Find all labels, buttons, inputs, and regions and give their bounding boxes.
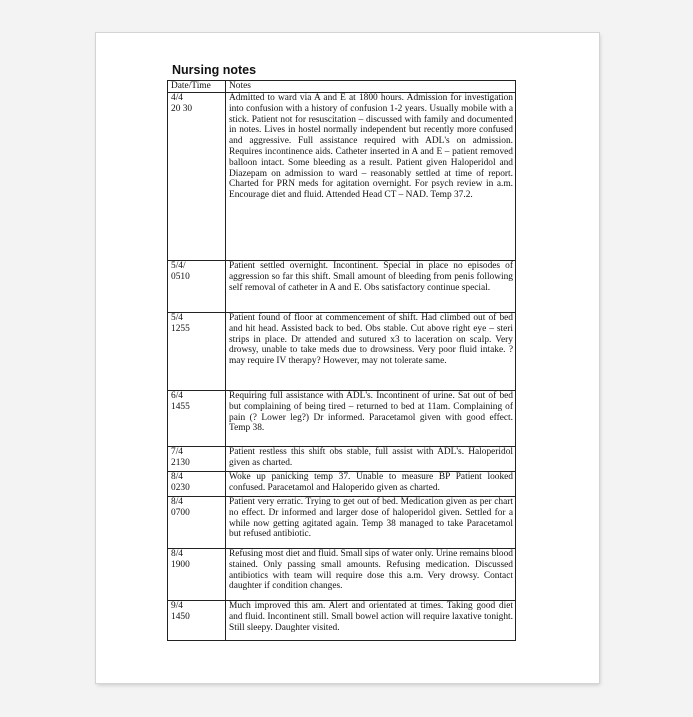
- entry-date: 9/4: [171, 601, 183, 611]
- note-cell: Requiring full assistance with ADL's. Incontinent of urine. Sat out of bed but complaining of being tired – returned to bed at 11am. Complaining of pain (? Lower leg?) Dr informed. Paracetamol given with good effect. Temp 38.: [226, 391, 516, 447]
- datetime-cell: [168, 391, 226, 447]
- nursing-notes-table: [167, 80, 516, 641]
- table-row: [168, 391, 516, 447]
- entry-date: 4/4: [171, 93, 183, 103]
- note-cell: Patient restless this shift obs stable, full assist with ADL's. Haloperidol given as charted.: [226, 447, 516, 472]
- table-row: [168, 497, 516, 549]
- datetime-cell: [168, 93, 226, 261]
- entry-time: 1255: [171, 323, 190, 334]
- datetime-cell: [168, 601, 226, 641]
- datetime-cell: [168, 447, 226, 472]
- note-cell: Much improved this am. Alert and orientated at times. Taking good diet and fluid. Incontinent still. Small bowel action will require laxative tonight. Still sleepy. Daughter visited.: [226, 601, 516, 641]
- entry-time: 20 30: [171, 103, 193, 114]
- note-cell: Patient settled overnight. Incontinent. Special in place no episodes of aggression so far this shift. Small amount of bleeding from penis following self removal of catheter in A and E. Obs satisfactory continue special.: [226, 261, 516, 313]
- note-cell: Woke up panicking temp 37. Unable to measure BP Patient looked confused. Paracetamol and Haloperido given as charted.: [226, 472, 516, 497]
- table-row: [168, 549, 516, 601]
- table-row: [168, 93, 516, 261]
- datetime-cell: [168, 261, 226, 313]
- datetime-cell: [168, 313, 226, 391]
- entry-time: 2130: [171, 457, 190, 468]
- datetime-cell: [168, 549, 226, 601]
- entry-time: 1455: [171, 401, 190, 412]
- entry-time: 0700: [171, 507, 190, 518]
- entry-date: 8/4: [171, 549, 183, 559]
- page-title: Nursing notes: [172, 63, 257, 77]
- entry-time: 0230: [171, 482, 190, 493]
- datetime-cell: [168, 497, 226, 549]
- note-cell: Patient very erratic. Trying to get out of bed. Medication given as per chart no effect. Dr informed and larger dose of haloperidol given. Settled for a while now getting agitated again. Temp 38 managed to take Paracetamol but refused antibiotic.: [226, 497, 516, 549]
- entry-time: 0510: [171, 271, 190, 282]
- column-header-datetime: Date/Time: [168, 81, 226, 93]
- table-row: [168, 313, 516, 391]
- table-row: [168, 261, 516, 313]
- entry-time: 1900: [171, 559, 190, 570]
- entry-time: 1450: [171, 611, 190, 622]
- table-row: [168, 601, 516, 641]
- entry-date: 8/4: [171, 472, 183, 482]
- table-row: [168, 447, 516, 472]
- column-header-notes: Notes: [226, 81, 516, 93]
- entry-date: 8/4: [171, 497, 183, 507]
- table-header-row: [168, 81, 516, 93]
- entry-date: 7/4: [171, 447, 183, 457]
- note-cell: Refusing most diet and fluid. Small sips of water only. Urine remains blood stained. Only passing small amounts. Refusing medication. Discussed antibiotics with team will require dose this a.m. Very drowsy. Contact daughter if condition changes.: [226, 549, 516, 601]
- note-cell: Patient found of floor at commencement of shift. Had climbed out of bed and hit head. Assisted back to bed. Obs stable. Cut above right eye – steri strips in place. Dr attended and sutured x3 to laceration on scalp. Very drowsy, unable to take meds due to drowsiness. Very poor fluid intake. ?may require IV therapy? However, may not tolerate same.: [226, 313, 516, 391]
- note-cell: Admitted to ward via A and E at 1800 hours. Admission for investigation into confusion with a history of confusion 1-2 years. Usually mobile with a stick. Patient not for resuscitation – discussed with family and documented in notes. Lives in hostel normally independent but recently more confused and aggressive. Full assistance required with ADL's on admission. Requires incontinence aids. Catheter inserted in A and E – patient removed balloon intact. Some bleeding as a result. Patient given Haloperidol and Diazepam on admission to ward – reasonably settled at time of report. Charted for PRN meds for agitation overnight. For psych review in a.m. Encourage diet and fluid. Attended Head CT – NAD. Temp 37.2.: [226, 93, 516, 261]
- document-page: [96, 33, 599, 683]
- entry-date: 5/4/: [171, 261, 186, 271]
- entry-date: 5/4: [171, 313, 183, 323]
- table-row: [168, 472, 516, 497]
- entry-date: 6/4: [171, 391, 183, 401]
- datetime-cell: [168, 472, 226, 497]
